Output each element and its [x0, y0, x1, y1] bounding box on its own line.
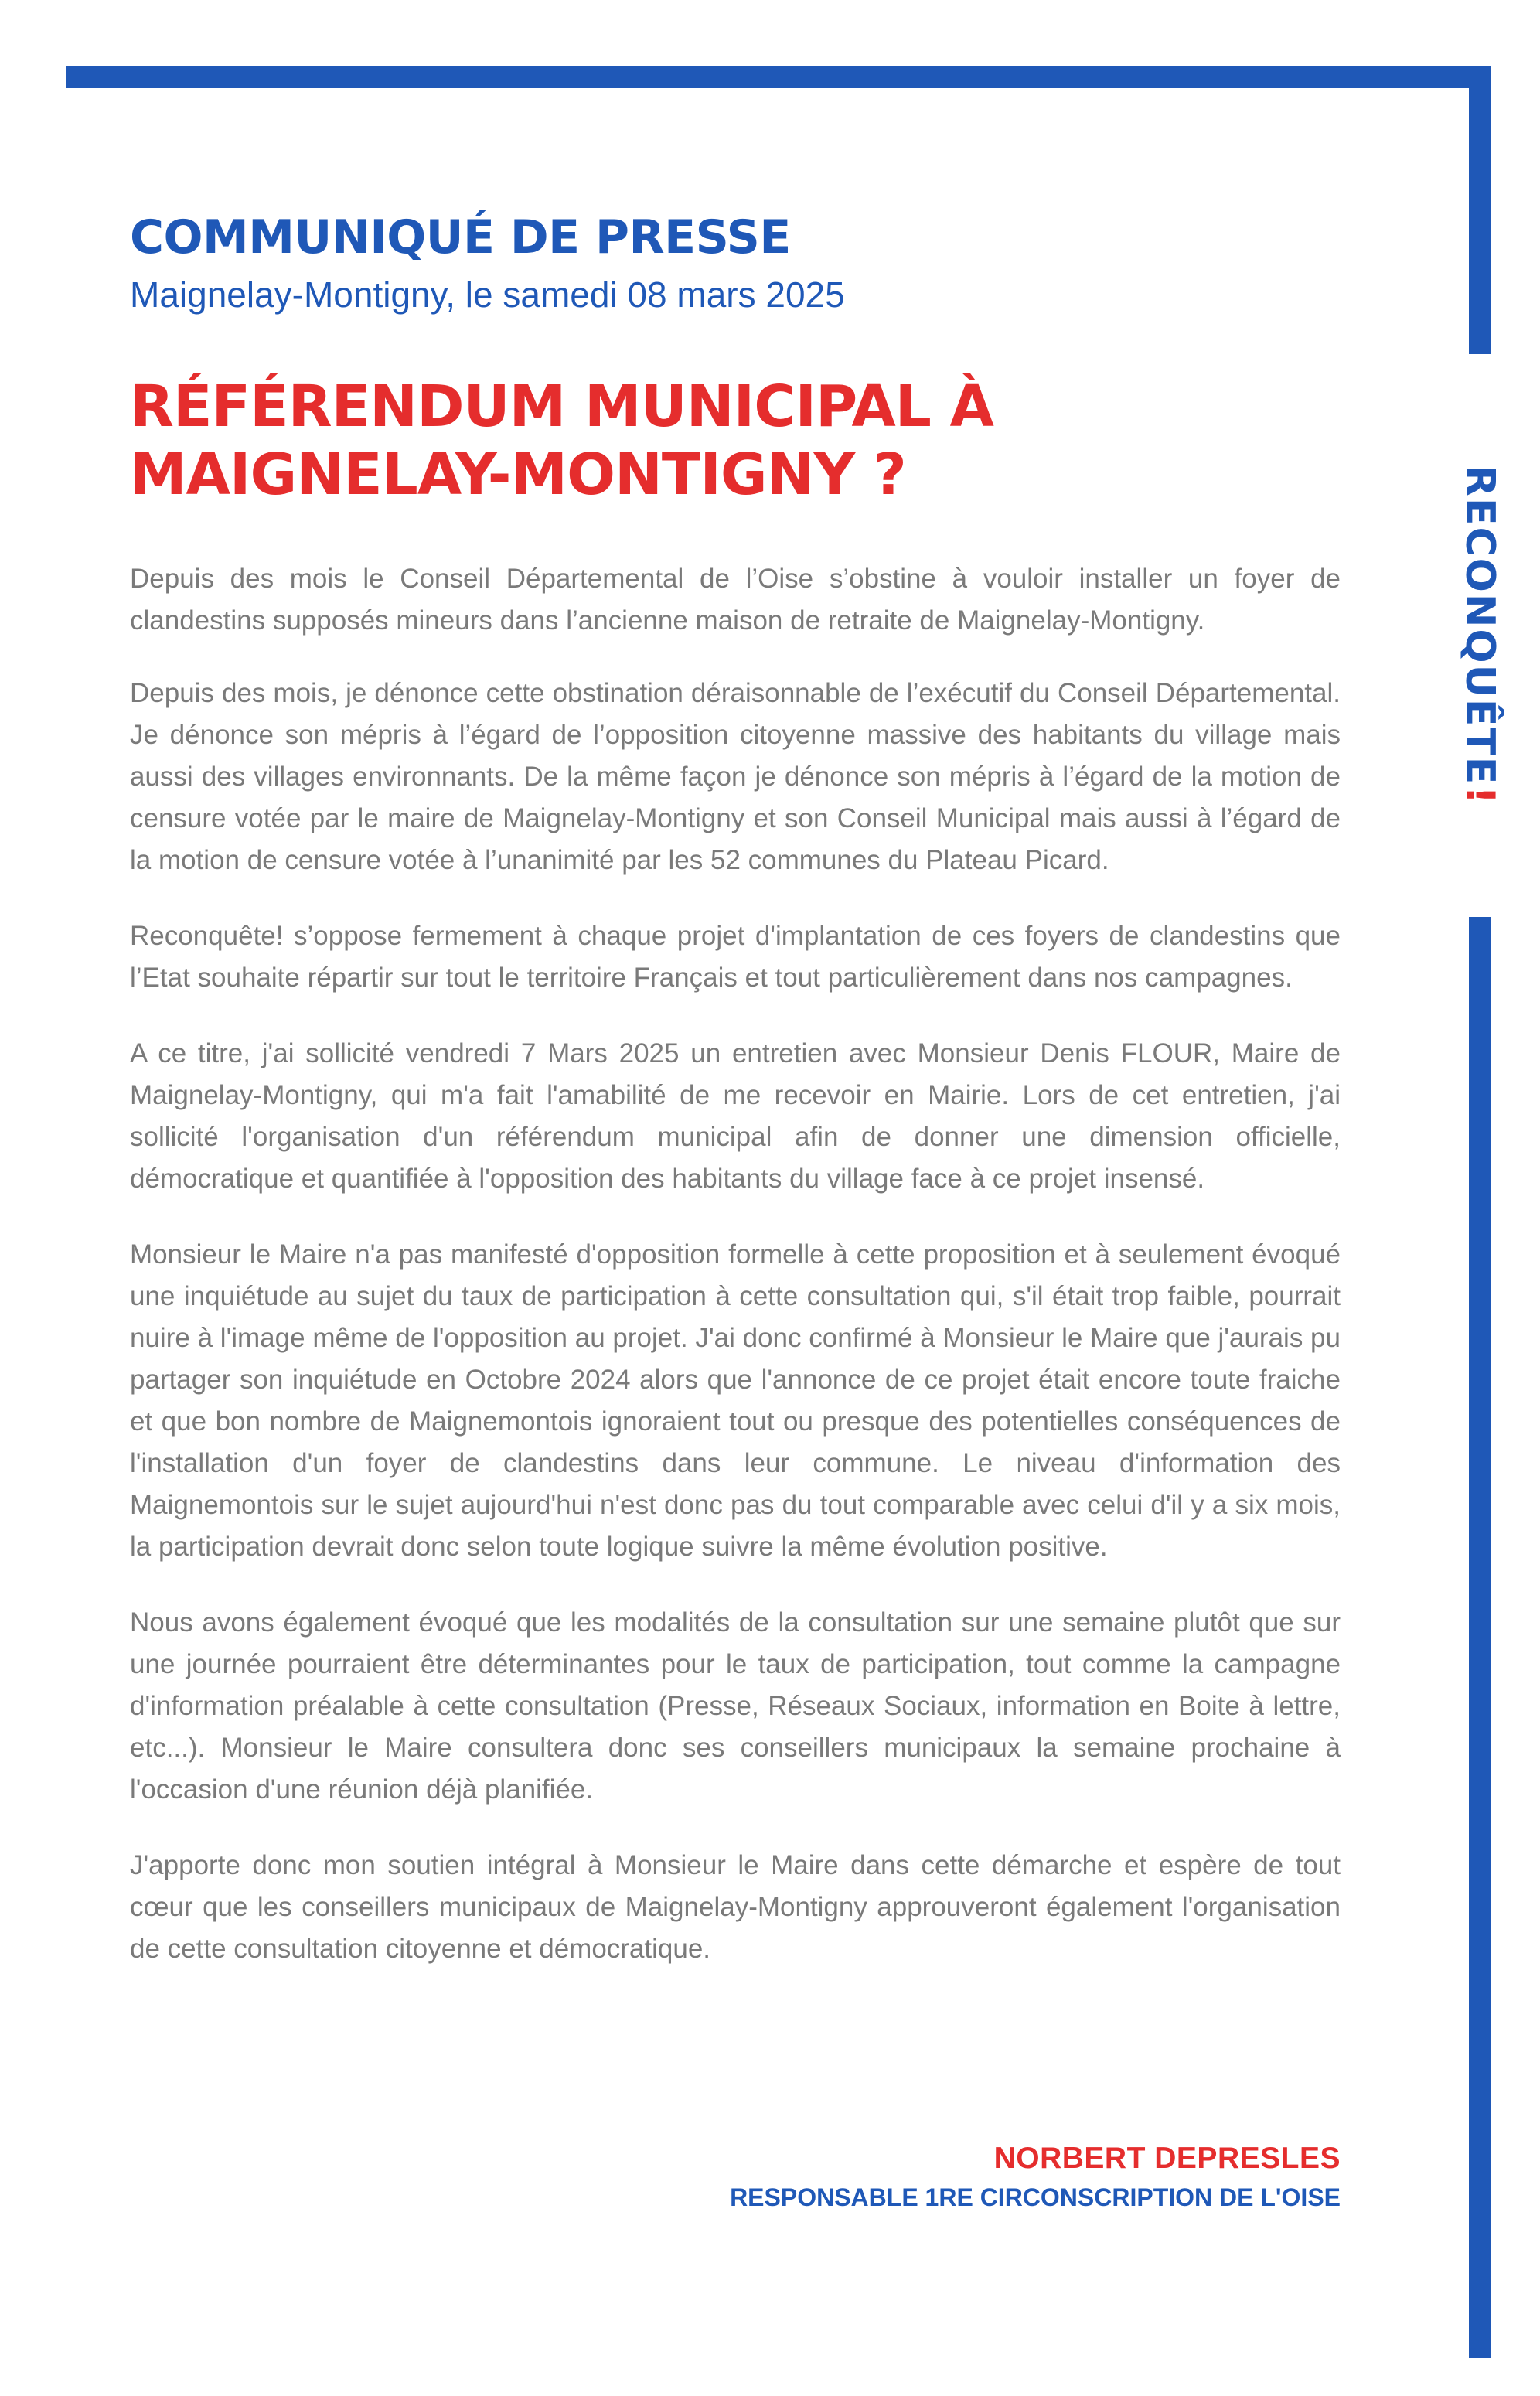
body-paragraph-5: Monsieur le Maire n'a pas manifesté d'opposition formelle à cette proposition et à seulement évoqué une inquiétude au sujet du taux de participation à cette consultation qui, s'il était trop faible, pourrait nuire à l'image même de l'opposition au projet. J'ai donc confirmé à Monsieur le Maire que j'aurais pu partager son inquiétude en Octobre 2024 alors que l'annonce de ce projet était encore toute fraiche et que bon nombre de Maignemontois ignoraient tout ou presque des potentielles conséquences de l'installation d'un foyer de clandestins dans leur commune. Le niveau d'information des Maignemontois sur le sujet aujourd'hui n'est donc pas du tout comparable avec celui d'il y a six mois, la participation devrait donc selon toute logique suivre la même évolution positive.: [130, 1239, 1341, 1562]
body-paragraph-7: J'apporte donc mon soutien intégral à Monsieur le Maire dans cette démarche et espère de tout cœur que les conseillers municipaux de Maignelay-Montigny approuveront également l'organisation de cette consultation citoyenne et démocratique.: [130, 1850, 1341, 1964]
headline-line-1: RÉFÉRENDUM MUNICIPAL À: [130, 373, 993, 440]
press-release-date-line: Maignelay-Montigny, le samedi 08 mars 2025: [130, 274, 845, 315]
signature-name: NORBERT DEPRESLES: [993, 2142, 1341, 2175]
frame-top-bar: [66, 66, 1491, 88]
frame-right-bar-upper: [1469, 66, 1491, 354]
body-paragraph-3: Reconquête! s’oppose fermement à chaque projet d'implantation de ces foyers de clandestins que l’Etat souhaite répartir sur tout le territoire Français et tout particulièrement dans nos campagnes.: [130, 921, 1341, 993]
brand-logo-text: RECONQUÊTE: [1457, 465, 1503, 786]
signature-block: [730, 2142, 1341, 2212]
press-release-kicker: COMMUNIQUÉ DE PRESSE: [130, 210, 791, 264]
body-paragraph-1: Depuis des mois le Conseil Départemental de l’Oise s’obstine à vouloir installer un foyer de clandestins supposés mineurs dans l’ancienne maison de retraite de Maignelay-Montigny.: [130, 564, 1341, 636]
headline-line-2: MAIGNELAY-MONTIGNY ?: [130, 441, 906, 508]
body-paragraph-6: Nous avons également évoqué que les modalités de la consultation sur une semaine plutôt que sur une journée pourraient être déterminantes pour le taux de participation, tout comme la campagne d'information préalable à cette consultation (Presse, Réseaux Sociaux, information en Boite à lettre, etc...). Monsieur le Maire consultera donc ses conseillers municipaux la semaine prochaine à l'occasion d'une réunion déjà planifiée.: [130, 1607, 1341, 1805]
frame-right-bar-lower: [1469, 917, 1491, 2358]
brand-logo-exclamation: !: [1457, 786, 1503, 806]
press-release-body: [130, 558, 1341, 2004]
headline: [130, 373, 993, 509]
body-paragraph-2: Depuis des mois, je dénonce cette obstination déraisonnable de l’exécutif du Conseil Départemental. Je dénonce son mépris à l’égard de l’opposition citoyenne massive des habitants du village mais aussi des villages environnants. De la même façon je dénonce son mépris à l’égard de la motion de censure votée par le maire de Maignelay-Montigny et son Conseil Municipal mais aussi à l’égard de la motion de censure votée à l’unanimité par les 52 communes du Plateau Picard.: [130, 678, 1341, 875]
body-paragraph-4: A ce titre, j'ai sollicité vendredi 7 Mars 2025 un entretien avec Monsieur Denis FLOUR, Maire de Maignelay-Montigny, qui m'a fait l'amabilité de me recevoir en Mairie. Lors de cet entretien, j'ai sollicité l'organisation d'un référendum municipal afin de donner une dimension officielle, démocratique et quantifiée à l'opposition des habitants du village face à ce projet insensé.: [130, 1038, 1341, 1194]
signature-role: RESPONSABLE 1RE CIRCONSCRIPTION DE L'OISE: [730, 2183, 1341, 2211]
brand-logo-reconquete: [1457, 465, 1503, 806]
